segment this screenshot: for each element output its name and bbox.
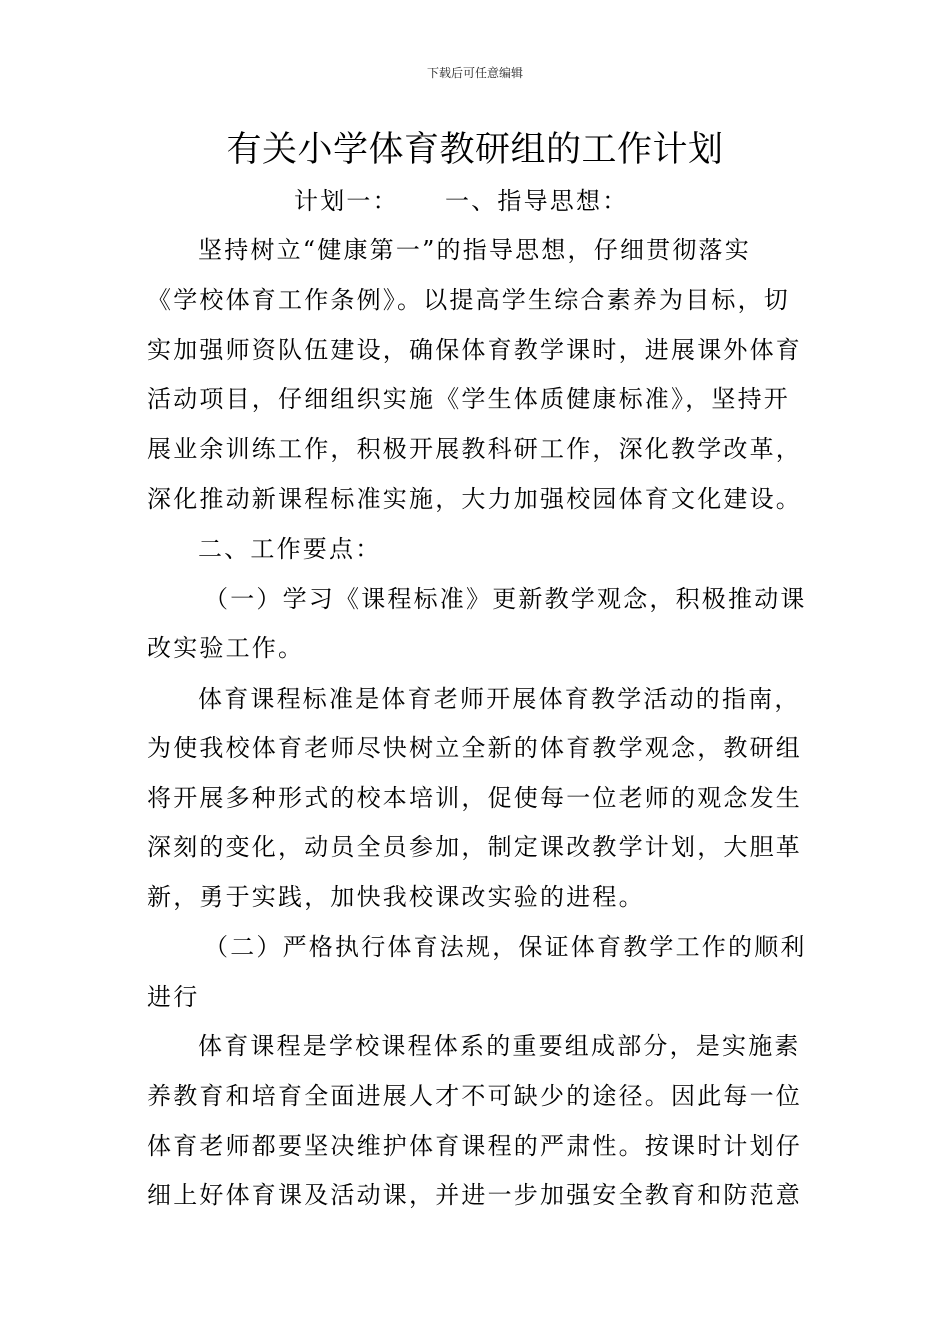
- paragraph-line: 展业余训练工作，积极开展教科研工作，深化教学改革，: [147, 435, 802, 463]
- section-heading: 二、工作要点：: [198, 535, 382, 563]
- subsection-heading: （一）学习《课程标准》更新教学观念，积极推动课: [204, 585, 807, 613]
- paragraph-line: 将开展多种形式的校本培训，促使每一位老师的观念发生: [147, 784, 802, 812]
- paragraph-line: 新，勇于实践，加快我校课改实验的进程。: [147, 883, 645, 911]
- paragraph-line: 体育老师都要坚决维护体育课程的严肃性。按课时计划仔: [147, 1132, 802, 1160]
- paragraph-line: 深刻的变化，动员全员参加，制定课改教学计划，大胆革: [147, 833, 802, 861]
- paragraph-line: 活动项目，仔细组织实施《学生体质健康标准》，坚持开: [147, 385, 790, 413]
- paragraph-line: 深化推动新课程标准实施，大力加强校园体育文化建设。: [147, 485, 802, 513]
- paragraph-line: 实加强师资队伍建设，确保体育教学课时，进展课外体育: [147, 336, 802, 364]
- subsection-heading: （二）严格执行体育法规，保证体育教学工作的顺利: [204, 933, 807, 961]
- paragraph-line: 体育课程是学校课程体系的重要组成部分，是实施素: [198, 1032, 801, 1060]
- paragraph-line: 细上好体育课及活动课，并进一步加强安全教育和防范意: [147, 1181, 802, 1209]
- section-heading: 一、指导思想：: [445, 187, 629, 215]
- paragraph-line: 养教育和培育全面进展人才不可缺少的途径。因此每一位: [147, 1082, 802, 1110]
- subsection-heading-cont: 进行: [147, 983, 200, 1011]
- paragraph-line: 体育课程标准是体育老师开展体育教学活动的指南，: [198, 685, 801, 713]
- document-title: 有关小学体育教研组的工作计划: [226, 130, 724, 170]
- page-header-note: 下载后可任意编辑: [426, 66, 523, 80]
- plan-label: 计划一：: [294, 187, 399, 215]
- paragraph-line: 《学校体育工作条例》。以提高学生综合素养为目标，切: [147, 286, 790, 314]
- subsection-heading-cont: 改实验工作。: [147, 634, 305, 662]
- paragraph-line: 为使我校体育老师尽快树立全新的体育教学观念，教研组: [147, 734, 802, 762]
- paragraph-line: 坚持树立“健康第一”的指导思想，仔细贯彻落实: [198, 236, 751, 264]
